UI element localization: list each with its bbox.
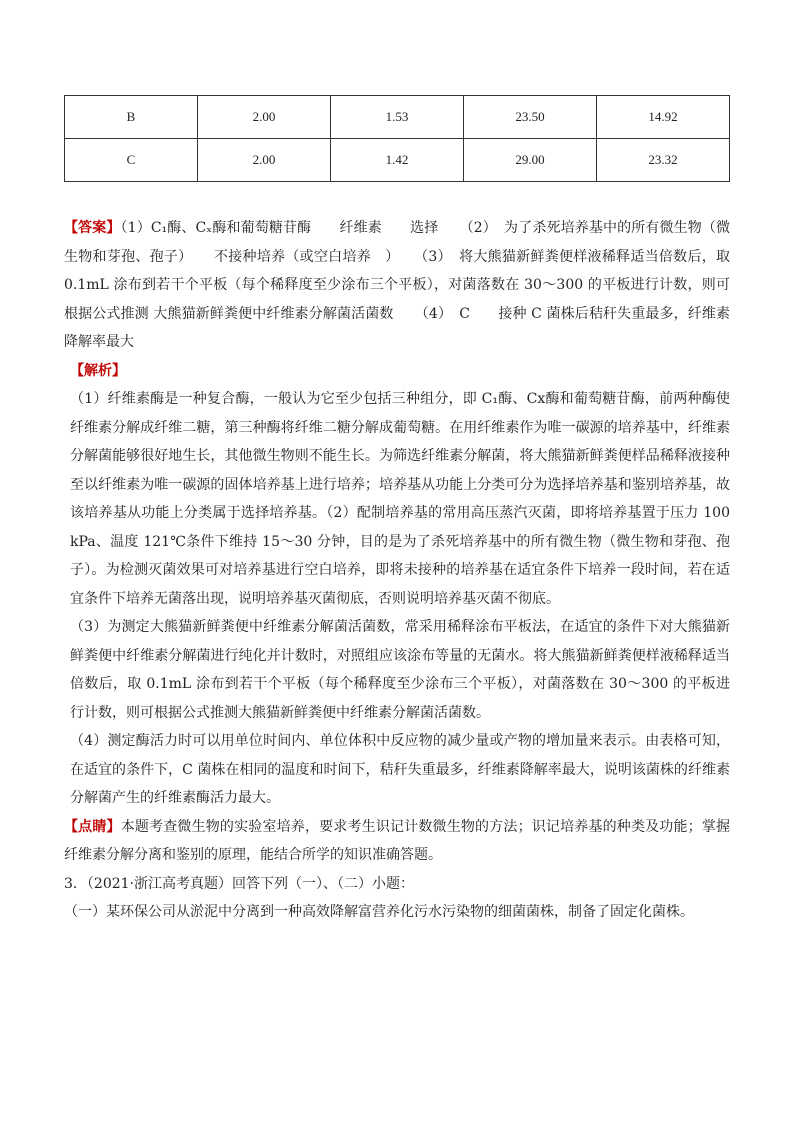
table-row bbox=[65, 139, 730, 182]
question-intro: （一）某环保公司从淤泥中分离到一种高效降解富营养化污水污染物的细菌菌株，制备了固定化菌株。 bbox=[64, 904, 694, 920]
table-cell: 23.32 bbox=[597, 139, 730, 182]
table-cell: 1.53 bbox=[331, 96, 464, 139]
table-cell: B bbox=[65, 96, 198, 139]
answer-paragraph bbox=[64, 214, 730, 357]
data-table bbox=[64, 95, 730, 182]
answer-text: （1）C₁酶、Cₓ酶和葡萄糖苷酶 纤维素 选择 （2） 为了杀死培养基中的所有微生物（微生物和芽孢、孢子） 不接种培养（或空白培养 ） （3） 将大熊猫新鲜粪便样液稀释适当倍数后，取 0.1mL 涂布到若干个平板（每个稀释度至少涂布三个平板），对菌落数在 30～300 的平板进行计数，则可根据公式推测 大熊猫新鲜粪便中纤维素分解菌活菌数 （4） C 接种 C 菌株后秸秆失重最多，纤维素降解率最大 bbox=[64, 220, 730, 350]
table-cell: 29.00 bbox=[464, 139, 597, 182]
analysis-paragraph-2: （3）为测定大熊猫新鲜粪便中纤维素分解菌活菌数，常采用稀释涂布平板法，在适宜的条件下对大熊猫新鲜粪便中纤维素分解菌进行纯化并计数时，对照组应该涂布等量的无菌水。将大熊猫新鲜粪便样液稀释适当倍数后，取 0.1mL 涂布到若干个平板（每个稀释度至少涂布三个平板），对菌落数在 30～300 的平板进行计数，则可根据公式推测大熊猫新鲜粪便中纤维素分解菌活菌数。 bbox=[70, 619, 730, 721]
table-cell: 14.92 bbox=[597, 96, 730, 139]
analysis-paragraph-1: （1）纤维素酶是一种复合酶，一般认为它至少包括三种组分，即 C₁酶、Cx酶和葡萄糖苷酶，前两种酶使纤维素分解成纤维二糖，第三种酶将纤维二糖分解成葡萄糖。在用纤维素作为唯一碳源的培养基中，纤维素分解菌能够很好地生长，其他微生物则不能生长。为筛选纤维素分解菌，将大熊猫新鲜粪便样品稀释液接种至以纤维素为唯一碳源的固体培养基上进行培养；培养基从功能上分类可分为选择培养基和鉴别培养基，故该培养基从功能上分类属于选择培养基。（2）配制培养基的常用高压蒸汽灭菌，即将培养基置于压力 100 kPa、温度 121℃条件下维持 15～30 分钟，目的是为了杀死培养基中的所有微生物（微生物和芽孢、孢子）。为检测灭菌效果可对培养基进行空白培养，即将未接种的培养基在适宜条件下培养一段时间，若在适宜条件下培养无菌落出现，说明培养基灭菌彻底，否则说明培养基灭菌不彻底。 bbox=[70, 391, 730, 607]
analysis-tag: 【解析】 bbox=[70, 362, 126, 379]
table-cell: 1.42 bbox=[331, 139, 464, 182]
comment-paragraph bbox=[64, 813, 730, 870]
table-row bbox=[65, 96, 730, 139]
table-cell: C bbox=[65, 139, 198, 182]
answer-tag: 【答案】 bbox=[64, 220, 121, 236]
document-content bbox=[64, 214, 730, 927]
comment-tag: 【点睛】 bbox=[64, 818, 121, 835]
analysis-paragraph-3: （4）测定酶活力时可以用单位时间内、单位体积中反应物的减少量或产物的增加量来表示。由表格可知，在适宜的条件下，C 菌株在相同的温度和时间下，秸秆失重最多，纤维素降解率最大，说明该菌株的纤维素分解菌产生的纤维素酶活力最大。 bbox=[70, 733, 730, 806]
table-cell: 2.00 bbox=[198, 139, 331, 182]
comment-text: 本题考查微生物的实验室培养，要求考生识记计数微生物的方法；识记培养基的种类及功能；掌握纤维素分解分离和鉴别的原理，能结合所学的知识准确答题。 bbox=[64, 818, 731, 863]
analysis-heading bbox=[64, 357, 730, 386]
table-cell: 2.00 bbox=[198, 96, 331, 139]
table-cell: 23.50 bbox=[464, 96, 597, 139]
question-title: 3．（2021·浙江高考真题）回答下列（一）、（二）小题： bbox=[64, 875, 414, 892]
